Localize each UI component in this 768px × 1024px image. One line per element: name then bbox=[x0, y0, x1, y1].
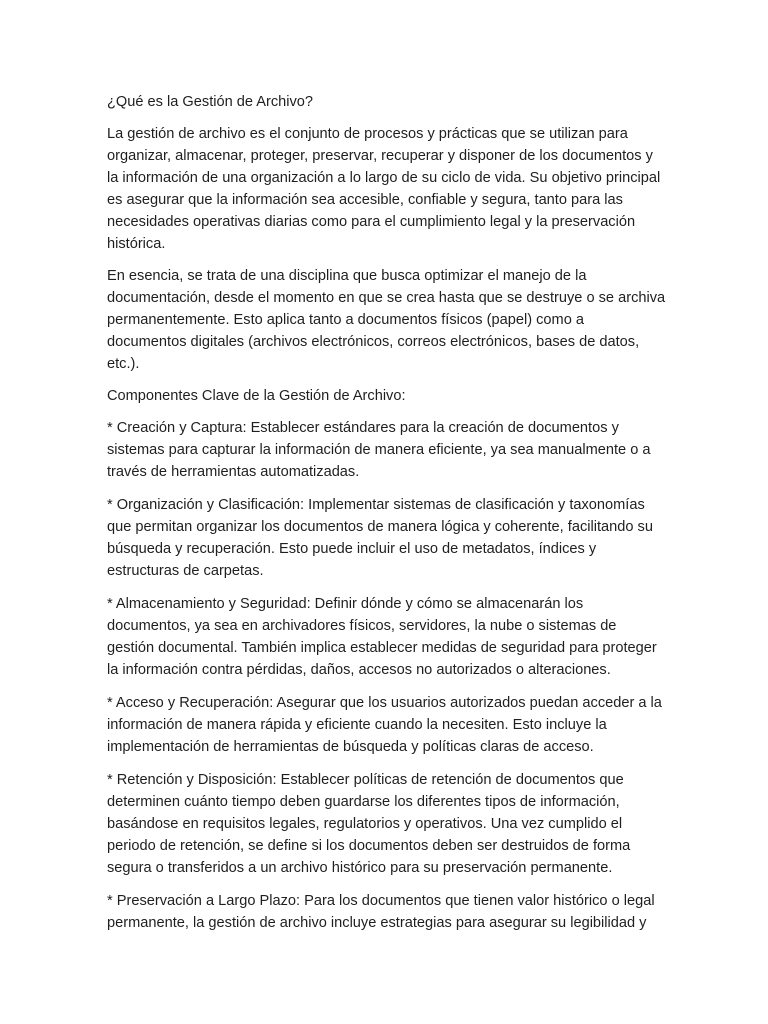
document-title: ¿Qué es la Gestión de Archivo? bbox=[107, 94, 314, 110]
document-page bbox=[107, 91, 667, 934]
component-item: * Almacenamiento y Seguridad: Definir dónde y cómo se almacenarán los documentos, ya sea en archivadores físicos, servidores, la nube o sistemas de gestión documental. También implica establecer medidas de seguridad para proteger la información contra pérdidas, daños, accesos no autorizados o alteraciones. bbox=[107, 596, 657, 678]
component-item: * Organización y Clasificación: Implementar sistemas de clasificación y taxonomías que permitan organizar los documentos de manera lógica y coherente, facilitando su búsqueda y recuperación. Esto puede incluir el uso de metadatos, índices y estructuras de carpetas. bbox=[107, 497, 653, 579]
intro-paragraph: La gestión de archivo es el conjunto de procesos y prácticas que se utilizan para organizar, almacenar, proteger, preservar, recuperar y disponer de los documentos y la información de una organización a lo largo de su ciclo de vida. Su objetivo principal es asegurar que la información sea accesible, confiable y segura, tanto para las necesidades operativas diarias como para el cumplimiento legal y la preservación histórica. bbox=[107, 126, 661, 252]
component-item: * Preservación a Largo Plazo: Para los documentos que tienen valor histórico o legal permanente, la gestión de archivo incluye estrategias para asegurar su legibilidad y bbox=[107, 893, 655, 931]
component-item: * Retención y Disposición: Establecer políticas de retención de documentos que determinen cuánto tiempo deben guardarse los diferentes tipos de información, basándose en requisitos legales, regulatorios y operativos. Una vez cumplido el periodo de retención, se define si los documentos deben ser destruidos de forma segura o transferidos a un archivo histórico para su preservación permanente. bbox=[107, 772, 631, 876]
components-heading: Componentes Clave de la Gestión de Archivo: bbox=[107, 388, 406, 404]
component-item: * Creación y Captura: Establecer estándares para la creación de documentos y sistemas para capturar la información de manera eficiente, ya sea manualmente o a través de herramientas automatizadas. bbox=[107, 420, 651, 480]
intro-paragraph: En esencia, se trata de una disciplina que busca optimizar el manejo de la documentación, desde el momento en que se crea hasta que se destruye o se archiva permanentemente. Esto aplica tanto a documentos físicos (papel) como a documentos digitales (archivos electrónicos, correos electrónicos, bases de datos, etc.). bbox=[107, 268, 666, 372]
component-item: * Acceso y Recuperación: Asegurar que los usuarios autorizados puedan acceder a la información de manera rápida y eficiente cuando la necesiten. Esto incluye la implementación de herramientas de búsqueda y políticas claras de acceso. bbox=[107, 695, 662, 755]
